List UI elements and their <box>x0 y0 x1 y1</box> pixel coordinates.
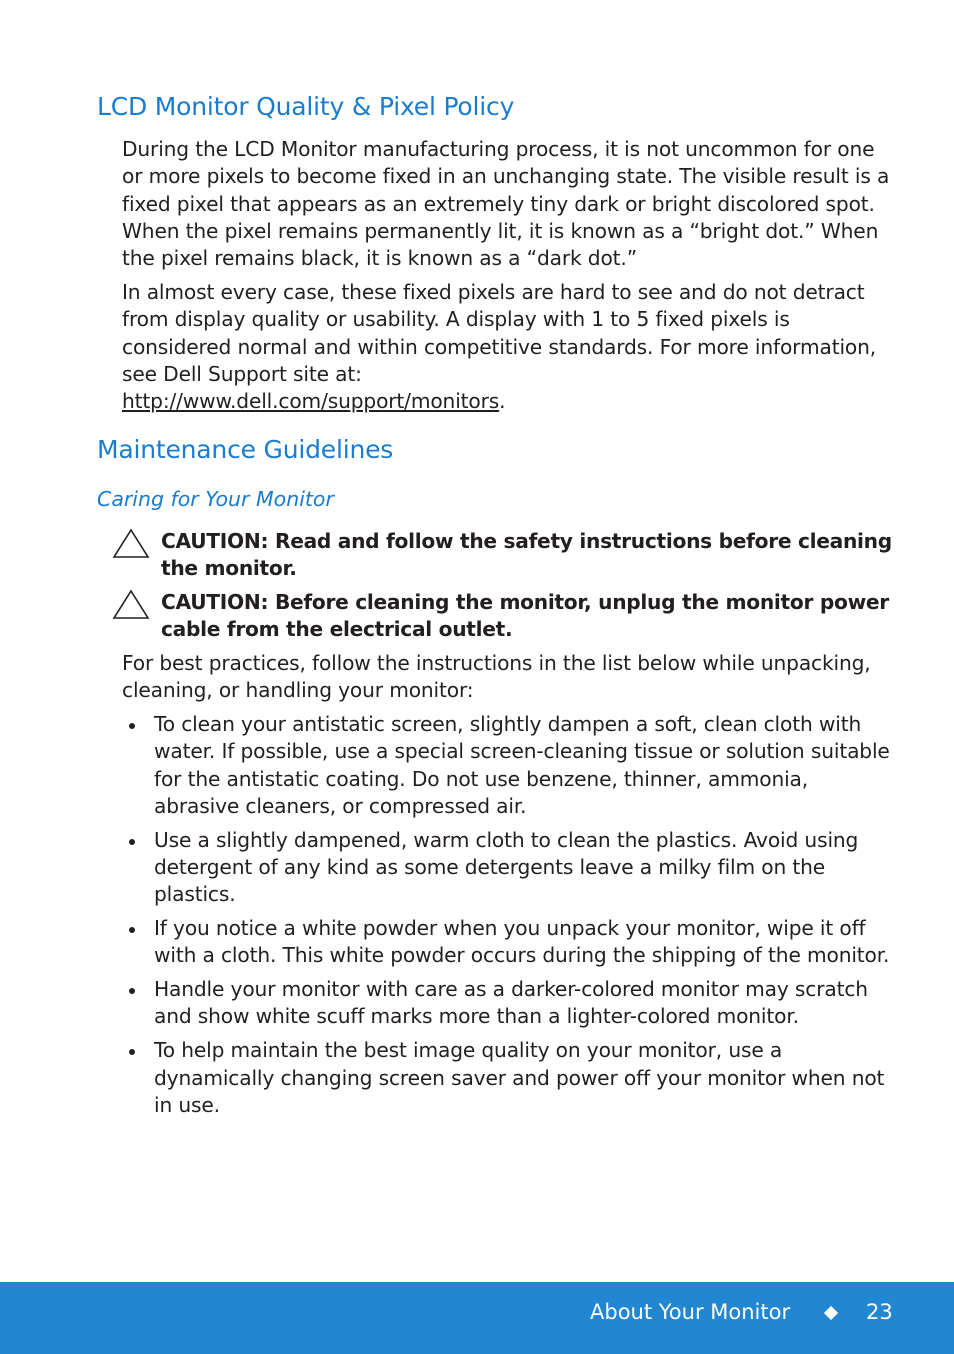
caution-triangle-icon <box>112 589 150 621</box>
subsection-title-caring: Caring for Your Monitor <box>97 487 334 511</box>
page-footer <box>0 1282 954 1354</box>
list-item <box>122 827 892 909</box>
list-item <box>122 711 892 820</box>
footer-chapter-title: About Your Monitor <box>590 1300 791 1324</box>
diamond-icon <box>824 1306 838 1320</box>
link-suffix: . <box>499 389 506 414</box>
list-item-text: Use a slightly dampened, warm cloth to clean the plastics. Avoid using detergent of any kind as some detergents leave a milky film on the plastics. <box>154 827 859 907</box>
list-item-text: To clean your antistatic screen, slightly dampen a soft, clean cloth with water. If possible, use a special screen-cleaning tissue or solution suitable for the antistatic coating. Do not use benzene, thinner, ammonia, abrasive cleaners, or compressed air. <box>154 712 890 818</box>
list-item-text: Handle your monitor with care as a darker-colored monitor may scratch and show white scuff marks more than a lighter-colored monitor. <box>154 977 868 1029</box>
list-item-text: If you notice a white powder when you unpack your monitor, wipe it off with a cloth. This white powder occurs during the shipping of the monitor. <box>154 916 890 968</box>
pixel-policy-paragraph-2-text: In almost every case, these fixed pixels are hard to see and do not detract from display quality or usability. A display with 1 to 5 fixed pixels is considered normal and within competitive standards. For more information, see Dell Support site at: <box>122 280 877 386</box>
bullet-icon <box>129 1049 135 1055</box>
section-title-pixel-policy: LCD Monitor Quality & Pixel Policy <box>97 92 515 121</box>
bullet-icon <box>129 927 135 933</box>
bullet-icon <box>129 988 135 994</box>
maintenance-intro: For best practices, follow the instructions in the list below while unpacking, cleaning, or handling your monitor: <box>122 651 871 703</box>
list-item <box>122 1037 892 1119</box>
page-number: 23 <box>866 1300 893 1324</box>
maintenance-list <box>122 711 892 1126</box>
bullet-icon <box>129 839 135 845</box>
pixel-policy-paragraph-1: During the LCD Monitor manufacturing process, it is not uncommon for one or more pixels to become fixed in an unchanging state. The visible result is a fixed pixel that appears as an extremely tiny dark or bright discolored spot. When the pixel remains permanently lit, it is known as a “bright dot.” When the pixel remains black, it is known as a “dark dot.” <box>122 137 890 271</box>
bullet-icon <box>129 723 135 729</box>
list-item <box>122 915 892 970</box>
pixel-policy-paragraph-2 <box>122 279 892 415</box>
list-item-text: To help maintain the best image quality on your monitor, use a dynamically changing screen saver and power off your monitor when not in use. <box>154 1038 885 1117</box>
list-item <box>122 976 892 1031</box>
section-title-maintenance: Maintenance Guidelines <box>97 435 394 464</box>
dell-support-link[interactable]: http://www.dell.com/support/monitors <box>122 389 500 414</box>
caution-triangle-icon <box>112 528 150 560</box>
caution-text: CAUTION: Read and follow the safety instructions before cleaning the monitor. <box>161 529 892 581</box>
caution-text: CAUTION: Before cleaning the monitor, unplug the monitor power cable from the electrical outlet. <box>161 590 889 642</box>
